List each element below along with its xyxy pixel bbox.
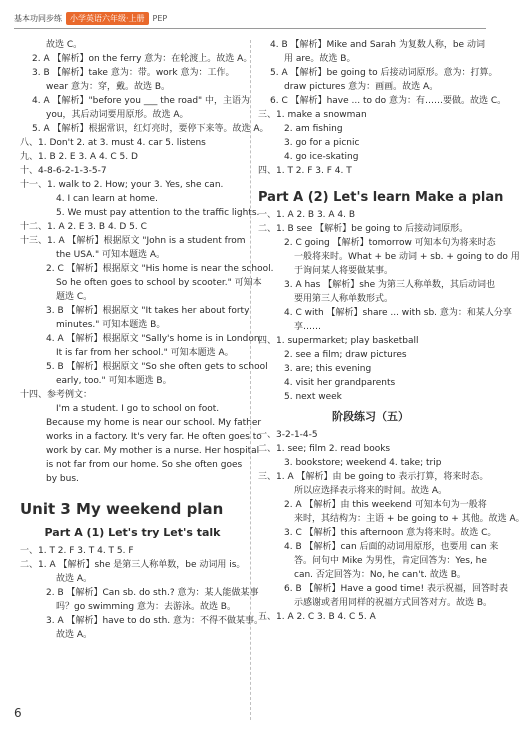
answer-line: Part A (2) Let's learn Make a plan xyxy=(258,190,504,205)
answer-line: 三、1. make a snowman xyxy=(258,110,367,120)
answer-line: 2. see a film; draw pictures xyxy=(284,350,407,360)
answer-line: 享…… xyxy=(294,322,322,332)
answer-line: 2. C 【解析】根据原文 "His home is near the school. xyxy=(46,264,274,274)
answer-line: 5. We must pay attention to the traffic lights. xyxy=(56,208,260,218)
answer-line: 题选 C。 xyxy=(56,292,93,302)
answer-line: 四、1. supermarket; play basketball xyxy=(258,336,419,346)
answer-line: Unit 3 My weekend plan xyxy=(20,500,224,518)
answer-line: 故选 C。 xyxy=(46,40,83,50)
column-divider xyxy=(250,40,251,720)
answer-line: 4. C with 【解析】share ... with sb. 意为：和某人分享 xyxy=(284,308,512,318)
answer-line: 十四、参考例文： xyxy=(20,390,93,400)
answer-line: 3. B 【解析】take 意为：带。work 意为：工作。 xyxy=(32,68,235,78)
answer-line: 十一、1. walk to 2. How; your 3. Yes, she can. xyxy=(20,180,224,190)
answer-line: 2. A 【解析】on the ferry 意为：在轮渡上。故选 A。 xyxy=(32,54,253,64)
answer-line: can. 否定回答为：No, he can't. 故选 B。 xyxy=(294,570,466,580)
answer-line: 答。问句中 Mike 为男性，肯定回答为：Yes, he xyxy=(294,556,487,566)
answer-line: 要用第三人称单数形式。 xyxy=(294,294,394,304)
answer-line: 3. go for a picnic xyxy=(284,138,360,148)
answer-line: 2. C going 【解析】tomorrow 可知本句为将来时态 xyxy=(284,238,496,248)
answer-line: 四、1. T 2. F 3. F 4. T xyxy=(258,166,352,176)
answer-line: 3. B 【解析】根据原文 "It takes her about forty xyxy=(46,306,250,316)
answer-line: 二、1. see; film 2. read books xyxy=(258,444,391,454)
answer-line: 十三、1. A 【解析】根据原文 "John is a student from xyxy=(20,236,246,246)
answer-line: 6. B 【解析】Have a good time! 表示祝福，回答时表 xyxy=(284,584,508,594)
answer-line: 一、1. A 2. B 3. A 4. B xyxy=(258,210,356,220)
answer-line: 吗？go swimming 意为：去游泳。故选 B。 xyxy=(56,602,236,612)
answer-line: 5. B 【解析】根据原文 "So she often gets to school xyxy=(46,362,268,372)
answer-line: early, too." 可知本题选 B。 xyxy=(56,376,172,386)
answer-line: 故选 A。 xyxy=(56,574,93,584)
answer-line: 所以应选择表示将来的时间。故选 A。 xyxy=(294,486,448,496)
answer-line: I'm a student. I go to school on foot. xyxy=(56,404,220,414)
answer-line: 三、1. A 【解析】由 be going to 表示打算，将来时态。 xyxy=(258,472,489,482)
answer-line: 4. B 【解析】Mike and Sarah 为复数人称，be 动词 xyxy=(270,40,485,50)
answer-line: 4. B 【解析】can 后面的动词用原形，也要用 can 来 xyxy=(284,542,499,552)
answer-line: 3. A has 【解析】she 为第三人称单数，其后动词也 xyxy=(284,280,496,290)
answer-line: is not far from our home. So she often goes xyxy=(46,460,243,470)
answer-line: 4. A 【解析】根据原文 "Sally's home is in London. xyxy=(46,334,263,344)
header-rule xyxy=(14,28,486,29)
answer-line: 4. I can learn at home. xyxy=(56,194,158,204)
answer-line: 2. am fishing xyxy=(284,124,343,134)
answer-line: wear 意为：穿，戴。故选 B。 xyxy=(46,82,171,92)
answer-line: 九、1. B 2. E 3. A 4. C 5. D xyxy=(20,152,138,162)
answer-line: 3. C 【解析】this afternoon 意为将来时。故选 C。 xyxy=(284,528,497,538)
answer-line: 3. are; this evening xyxy=(284,364,372,374)
answer-line: 一般将来时。What + be 动词 + sb. + going to do 用 xyxy=(294,252,520,262)
answer-line: So he often goes to school by scooter." 可知本 xyxy=(56,278,262,288)
answer-line: 3. bookstore; weekend 4. take; trip xyxy=(284,458,442,468)
answer-line: 二、1. A 【解析】she 是第三人称单数，be 动词用 is。 xyxy=(20,560,246,570)
answer-line: draw pictures 意为：画画。故选 A。 xyxy=(284,82,439,92)
answer-line: 4. A 【解析】"before you ___ the road" 中，主语为 xyxy=(32,96,251,106)
answer-line: 一、1. T 2. F 3. T 4. T 5. F xyxy=(20,546,134,556)
answer-line: 故选 A。 xyxy=(56,630,93,640)
answer-line: works in a factory. It's very far. He often goes to xyxy=(46,432,262,442)
answer-line: 4. go ice-skating xyxy=(284,152,359,162)
answer-line: 用 are。故选 B。 xyxy=(284,54,356,64)
answer-line: 一、3-2-1-4-5 xyxy=(258,430,318,440)
answer-line: 五、1. A 2. C 3. B 4. C 5. A xyxy=(258,612,376,622)
book-subject: 小学英语六年级·上册 xyxy=(66,12,149,25)
answer-line: 2. B 【解析】Can sb. do sth.? 意为：某人能做某事 xyxy=(46,588,259,598)
answer-line: work by car. My mother is a nurse. Her hospital xyxy=(46,446,260,456)
answer-line: 4. visit her grandparents xyxy=(284,378,396,388)
answer-line: 阶段练习（五） xyxy=(332,410,409,423)
answer-line: 十二、1. A 2. E 3. B 4. D 5. C xyxy=(20,222,147,232)
answer-line: Because my home is near our school. My father xyxy=(46,418,262,428)
answer-line: 于询问某人将要做某事。 xyxy=(294,266,394,276)
answer-line: you，其后动词要用原形。故选 A。 xyxy=(46,110,189,120)
answer-line: the USA." 可知本题选 A。 xyxy=(56,250,165,260)
answer-line: 来时，其结构为：主语 + be going to + 其他。故选 A。 xyxy=(294,514,525,524)
answer-line: 6. C 【解析】have ... to do 意为：有……要做。故选 C。 xyxy=(270,96,507,106)
left-column xyxy=(20,38,274,642)
answer-line: minutes." 可知本题选 B。 xyxy=(56,320,166,330)
answer-line: Part A (1) Let's try Let's talk xyxy=(44,526,221,539)
answer-line: 十、4-8-6-2-1-3-5-7 xyxy=(20,166,107,176)
answer-line: 示感谢或者用同样的祝福方式回答对方。故选 B。 xyxy=(294,598,493,608)
answer-line: 5. A 【解析】be going to 后接动词原形。意为：打算。 xyxy=(270,68,498,78)
answer-line: by bus. xyxy=(46,474,79,484)
book-series: 基本功同步练 xyxy=(14,13,62,23)
book-edition: PEP xyxy=(152,13,168,23)
answer-line: 二、1. B see 【解析】be going to 后接动词原形。 xyxy=(258,224,469,234)
right-column xyxy=(258,38,525,624)
answer-line: 5. next week xyxy=(284,392,342,402)
answer-line: 5. A 【解析】根据常识，红灯亮时，要停下来等。故选 A。 xyxy=(32,124,269,134)
answer-line: 2. A 【解析】由 this weekend 可知本句为一般将 xyxy=(284,500,487,510)
answer-line: 3. A 【解析】have to do sth. 意为：不得不做某事。 xyxy=(46,616,264,626)
page-header xyxy=(14,10,486,26)
page-number: 6 xyxy=(14,706,22,720)
answer-line: It is far from her school." 可知本题选 A。 xyxy=(56,348,234,358)
answer-line: 八、1. Don't 2. at 3. must 4. car 5. listens xyxy=(20,138,206,148)
